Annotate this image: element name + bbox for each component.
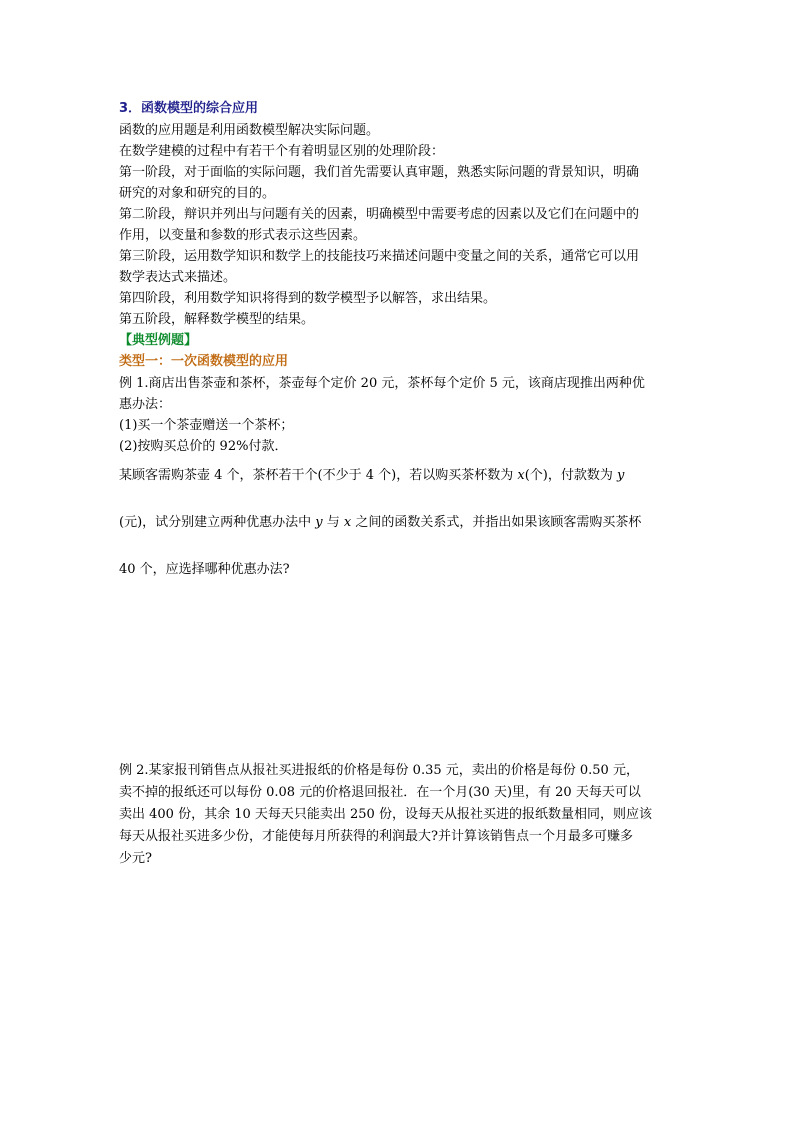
variable-x: x bbox=[343, 515, 352, 530]
question-text: (个)，付款数为 bbox=[524, 468, 617, 483]
type-one-title: 类型一：一次函数模型的应用 bbox=[119, 354, 289, 369]
paragraph-line: 研究的对象和研究的目的。 bbox=[119, 186, 276, 201]
question-text: (元)，试分别建立两种优惠办法中 bbox=[119, 515, 316, 530]
examples-header: 【典型例题】 bbox=[119, 333, 198, 348]
variable-y: y bbox=[315, 515, 323, 530]
paragraph-line: 第五阶段，解释数学模型的结果。 bbox=[119, 312, 315, 327]
paragraph-line: 第二阶段，辩识并列出与问题有关的因素，明确模型中需要考虑的因素以及它们在问题中的 bbox=[119, 207, 640, 222]
example-one-line: 例 1.商店出售茶壶和茶杯，茶壶每个定价 20 元，茶杯每个定价 5 元，该商店现推出两种优 bbox=[119, 376, 645, 391]
spacer bbox=[119, 533, 679, 559]
spacer bbox=[119, 486, 679, 512]
paragraph-line: 第一阶段，对于面临的实际问题，我们首先需要认真审题，熟悉实际问题的背景知识，明确 bbox=[119, 165, 640, 180]
example-one-line: (2)按购买总价的 92%付款． bbox=[119, 439, 288, 454]
example-two-line: 少元? bbox=[119, 851, 152, 866]
question-text: 与 bbox=[322, 515, 344, 530]
paragraph-line: 在数学建模的过程中有若干个有着明显区别的处理阶段： bbox=[119, 144, 445, 159]
example-one-question-line bbox=[119, 465, 679, 486]
paragraph-line: 第三阶段，运用数学知识和数学上的技能技巧来描述问题中变量之间的关系，通常它可以用 bbox=[119, 249, 640, 264]
question-text: 之间的函数关系式，并指出如果该顾客需购买茶杯 bbox=[351, 515, 642, 530]
example-two-line: 例 2.某家报刊销售点从报社买进报纸的价格是每份 0.35 元，卖出的价格是每份 0.50 元， bbox=[119, 763, 639, 778]
section-title: 3．函数模型的综合应用 bbox=[119, 101, 259, 116]
example-two-line: 每天从报社买进多少份，才能使每月所获得的利润最大?并计算该销售点一个月最多可赚多 bbox=[119, 829, 633, 844]
example-two-line: 卖出 400 份，其余 10 天每天只能卖出 250 份，设每天从报社买进的报纸数量相同，则应该 bbox=[119, 807, 652, 822]
paragraph-line: 数学表达式来描述。 bbox=[119, 270, 237, 285]
document-body bbox=[119, 98, 679, 580]
paragraph-line: 函数的应用题是利用函数模型解决实际问题。 bbox=[119, 123, 380, 138]
example-one-line: 惠办法： bbox=[119, 397, 172, 412]
example-one-line: (1)买一个茶壶赠送一个茶杯； bbox=[119, 418, 294, 433]
question-text: 某顾客需购茶壶 4 个，茶杯若干个(不少于 4 个)，若以购买茶杯数为 bbox=[119, 468, 518, 483]
spacer bbox=[119, 457, 679, 465]
example-one-question-line bbox=[119, 512, 679, 533]
example-two-line: 卖不掉的报纸还可以每份 0.08 元的价格退回报社．在一个月(30 天)里，有 20 天每天可以 bbox=[119, 785, 641, 800]
variable-x: x bbox=[517, 468, 525, 483]
example-one-question-line: 40 个，应选择哪种优惠办法? bbox=[119, 562, 290, 577]
variable-y: y bbox=[616, 468, 625, 483]
paragraph-line: 作用，以变量和参数的形式表示这些因素。 bbox=[119, 228, 367, 243]
example-two bbox=[119, 760, 679, 870]
paragraph-line: 第四阶段，利用数学知识将得到的数学模型予以解答，求出结果。 bbox=[119, 291, 497, 306]
